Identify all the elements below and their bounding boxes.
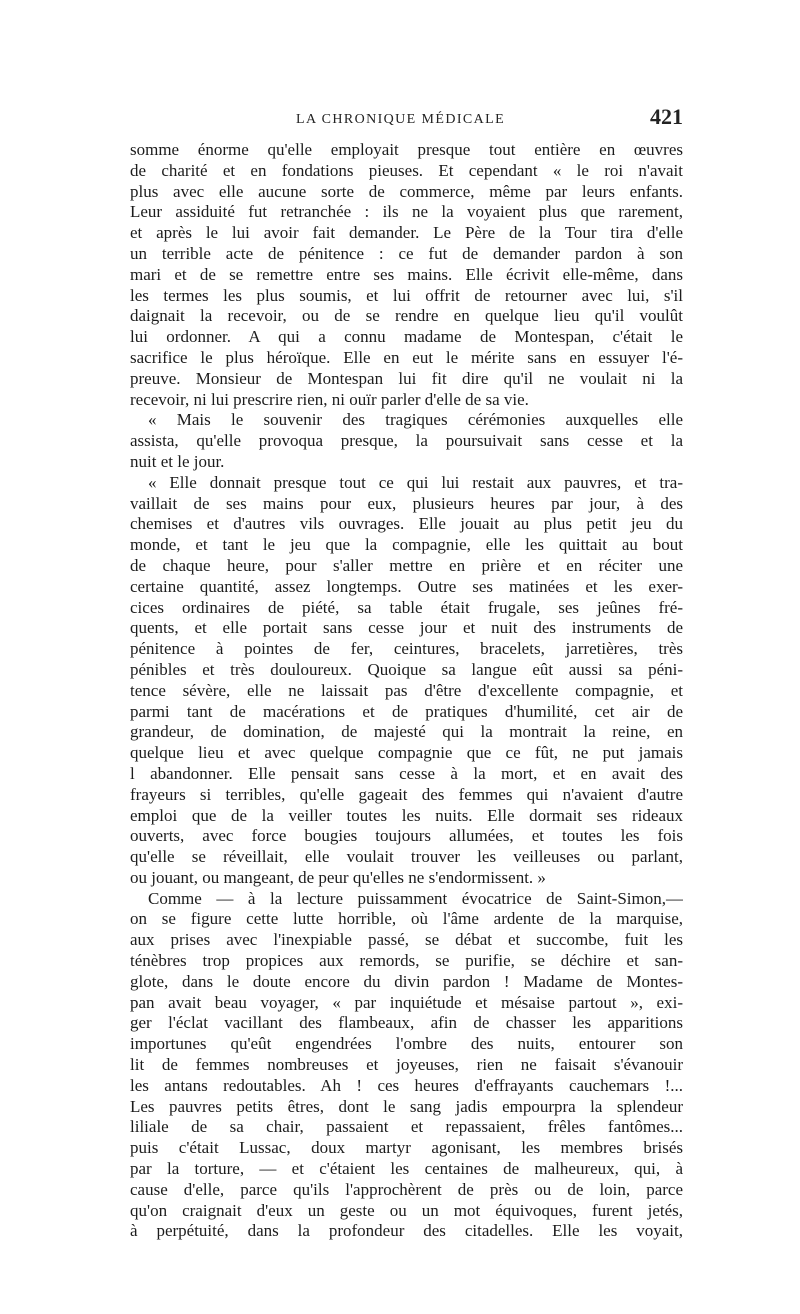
running-title: LA CHRONIQUE MÉDICALE: [296, 112, 506, 127]
text-line: somme énorme qu'elle employait presque tout entière en œuvres: [130, 140, 683, 159]
text-line: assista, qu'elle provoqua presque, la poursuivait sans cesse et la: [130, 431, 683, 451]
text-line: importunes qu'eût engendrées l'ombre des nuits, entourer son: [130, 1034, 683, 1054]
text-line: qu'elle se réveillait, elle voulait trouver les veilleuses ou parlant,: [130, 847, 683, 867]
text-line: de chaque heure, pour s'aller mettre en prière et en réciter une: [130, 555, 683, 575]
text-line: parmi tant de macérations et de pratiques d'humilité, cet air de: [130, 701, 683, 721]
text-line: recevoir, ni lui prescrire rien, ni ouïr parler d'elle de sa vie.: [130, 389, 529, 409]
text-line: quelque lieu et avec quelque compagnie que ce fût, ne put jamais: [130, 743, 683, 763]
text-line: Leur assiduité fut retranchée : ils ne la voyaient plus que rarement,: [130, 202, 683, 222]
text-line: ténèbres trop propices aux remords, se purifie, se déchire et san-: [130, 951, 683, 971]
text-line: ou jouant, ou mangeant, de peur qu'elles ne s'endormissent. »: [130, 867, 546, 887]
text-line: « Mais le souvenir des tragiques cérémonies auxquelles elle: [148, 410, 683, 430]
text-line: ger l'éclat vacillant des flambeaux, afin de chasser les apparitions: [130, 1013, 683, 1033]
text-line: cices ordinaires de piété, sa table était frugale, ses jeûnes fré-: [130, 597, 683, 617]
text-line: un terrible acte de pénitence : ce fut de demander pardon à son: [130, 243, 683, 263]
text-line: sacrifice le plus héroïque. Elle en eut le mérite sans en essuyer l'é-: [130, 347, 683, 367]
text-line: grandeur, de domination, de majesté qui la montrait la reine, en: [130, 722, 683, 742]
text-line: on se figure cette lutte horrible, où l'âme ardente de la marquise,: [130, 909, 683, 929]
text-line: les antans redoutables. Ah ! ces heures d'effrayants cauchemars !...: [130, 1075, 683, 1095]
body-text: [130, 140, 683, 1242]
page-number: 421: [650, 104, 683, 129]
text-line: pan avait beau voyager, « par inquiétude et mésaise partout », exi-: [130, 992, 683, 1012]
text-line: nuit et le jour.: [130, 451, 225, 471]
text-line: « Elle donnait presque tout ce qui lui restait aux pauvres, et tra-: [148, 472, 683, 492]
text-line: chemises et d'autres vils ouvrages. Elle jouait au plus petit jeu du: [130, 514, 683, 534]
text-line: à perpétuité, dans la profondeur des citadelles. Elle les voyait,: [130, 1221, 683, 1241]
text-line: ouverts, avec force bougies toujours allumées, et toutes les fois: [130, 826, 683, 846]
text-line: tence sévère, elle ne laissait pas d'être d'excellente compagnie, et: [130, 680, 683, 700]
running-head: [130, 104, 683, 134]
text-line: qu'on craignait d'eux un geste ou un mot équivoques, furent jetés,: [130, 1200, 683, 1220]
text-line: preuve. Monsieur de Montespan lui fit dire qu'il ne voulait ni la: [130, 368, 683, 388]
text-line: mari et de se remettre entre ses mains. Elle écrivit elle-même, dans: [130, 264, 683, 284]
text-line: certaine quantité, assez longtemps. Outre ses matinées et les exer-: [130, 576, 683, 596]
text-line: pénitence à pointes de fer, ceintures, bracelets, jarretières, très: [130, 639, 683, 659]
text-line: Les pauvres petits êtres, dont le sang jadis empourpra la splendeur: [130, 1096, 683, 1116]
text-line: lui ordonner. A qui a connu madame de Montespan, c'était le: [130, 327, 683, 347]
text-line: Comme — à la lecture puissamment évocatrice de Saint-Simon,—: [148, 888, 683, 908]
book-page: [130, 0, 683, 1314]
text-line: l abandonner. Elle pensait sans cesse à la mort, et en avait des: [130, 763, 683, 783]
text-line: lit de femmes nombreuses et joyeuses, rien ne faisait s'évanouir: [130, 1055, 683, 1075]
text-line: monde, et tant le jeu que la compagnie, elle les quittait au bout: [130, 535, 683, 555]
text-line: emploi que de la veiller toutes les nuits. Elle dormait ses rideaux: [130, 805, 683, 825]
text-line: aux prises avec l'inexpiable passé, se débat et succombe, fuit les: [130, 930, 683, 950]
text-line: par la torture, — et c'étaient les centaines de malheureux, qui, à: [130, 1159, 683, 1179]
text-line: de charité et en fondations pieuses. Et cependant « le roi n'avait: [130, 160, 683, 180]
text-line: daignait la recevoir, ou de se rendre en quelque lieu qu'il voulût: [130, 306, 683, 326]
text-line: frayeurs si terribles, qu'elle gageait des femmes qui n'avaient d'autre: [130, 784, 683, 804]
text-line: pénibles et très douloureux. Quoique sa langue eût aussi sa péni-: [130, 659, 683, 679]
text-line: glote, dans le doute encore du divin pardon ! Madame de Montes-: [130, 971, 683, 991]
text-line: vaillait de ses mains pour eux, plusieurs heures par jour, à des: [130, 493, 683, 513]
text-line: et après le lui avoir fait demander. Le Père de la Tour tira d'elle: [130, 223, 683, 243]
text-line: plus avec elle aucune sorte de commerce, même par leurs enfants.: [130, 181, 683, 201]
text-line: puis c'était Lussac, doux martyr agonisant, les membres brisés: [130, 1138, 683, 1158]
text-line: quents, et elle portait sans cesse jour et nuit des instruments de: [130, 618, 683, 638]
text-line: liliale de sa chair, passaient et repassaient, frêles fantômes...: [130, 1117, 683, 1137]
text-line: cause d'elle, parce qu'ils l'approchèrent de près ou de loin, parce: [130, 1179, 683, 1199]
text-line: les termes les plus soumis, et lui offrit de retourner avec lui, s'il: [130, 285, 683, 305]
